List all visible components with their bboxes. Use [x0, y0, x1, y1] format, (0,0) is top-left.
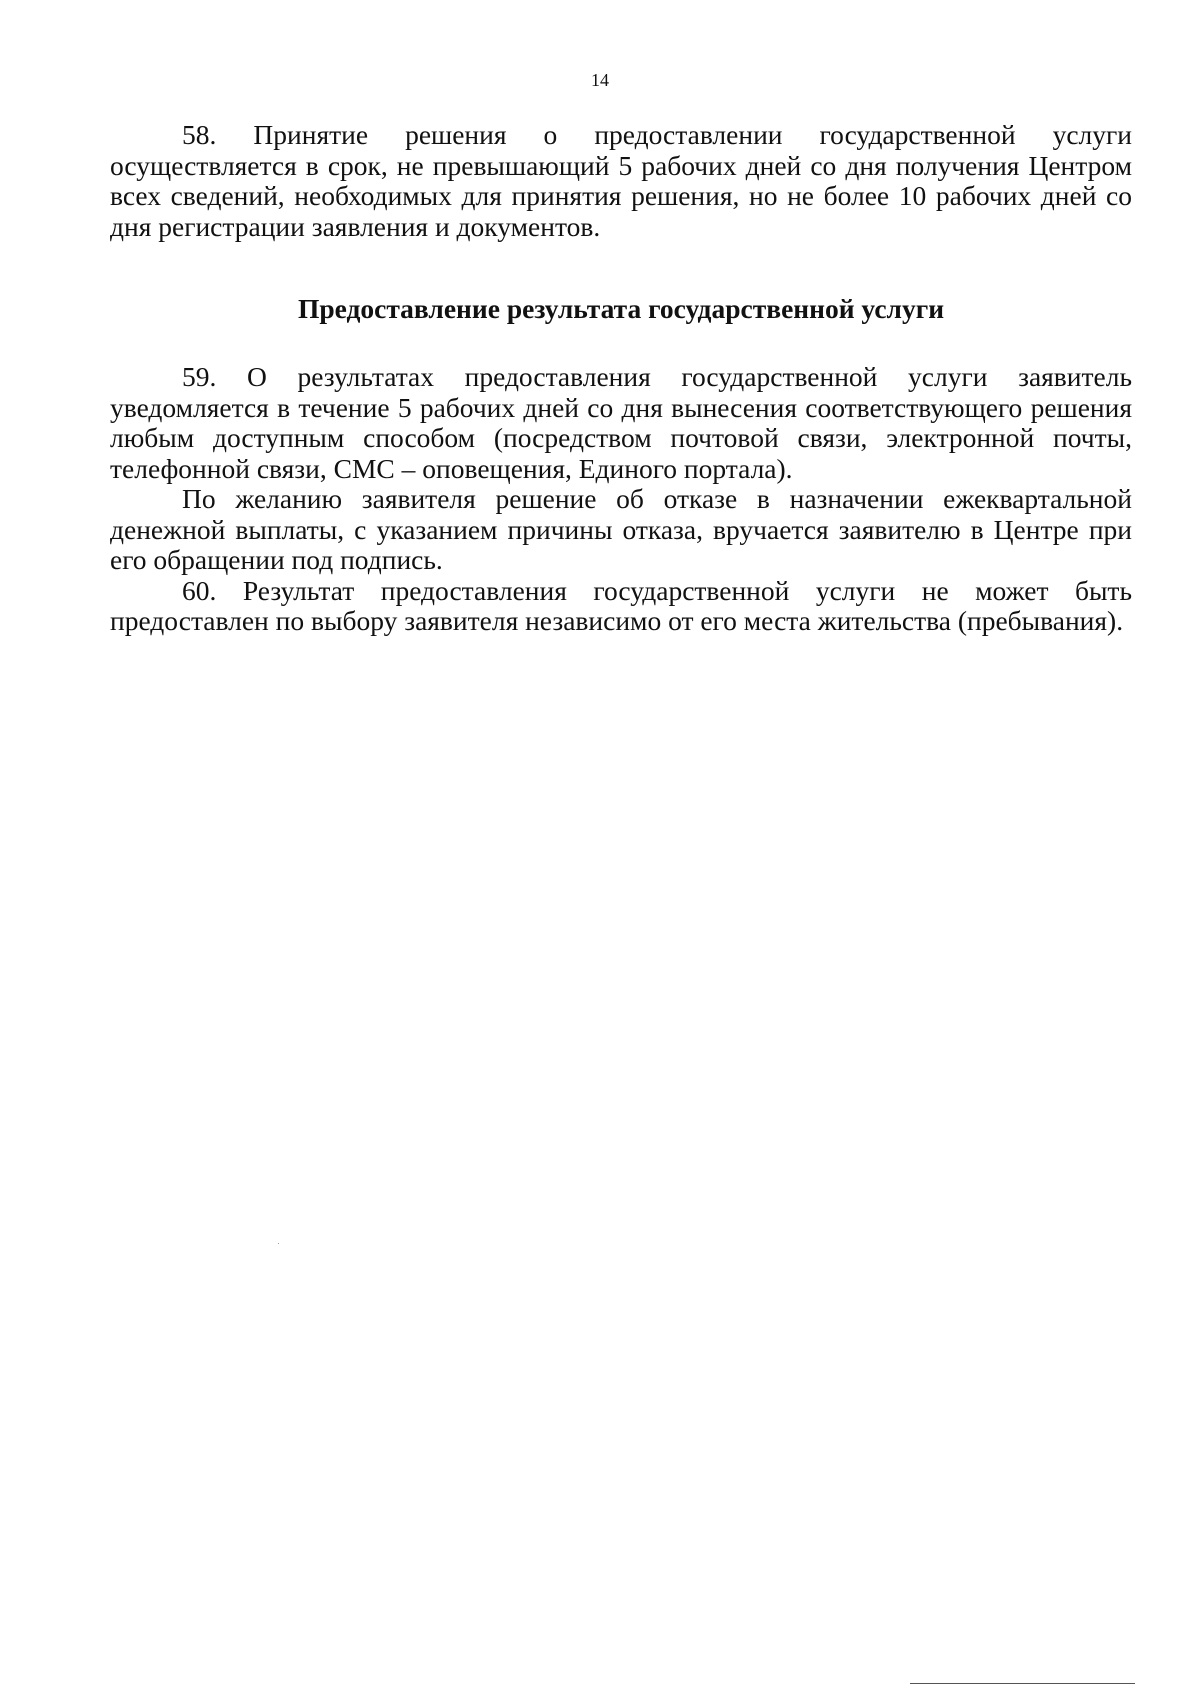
paragraph-58: 58. Принятие решения о предоставлении государственной услуги осуществляется в срок, не превышающий 5 рабочих дней со дня получения Центром всех сведений, необходимых для принятия решения, но не более 10 рабочих дней со дня регистрации заявления и документов. — [110, 119, 1132, 242]
section-heading: Предоставление результата государственной услуги — [297, 293, 945, 324]
paragraph-60: 60. Результат предоставления государственной услуги не может быть предоставлен по выбору заявителя независимо от его места жительства (пребывания). — [110, 574, 1132, 636]
paragraph-59-continuation: По желанию заявителя решение об отказе в назначении ежеквартальной денежной выплаты, с указанием причины отказа, вручается заявителю в Центре при его обращении под подпись. — [110, 483, 1132, 575]
document-body — [110, 120, 1132, 637]
page-number: 14 — [591, 70, 609, 90]
paragraph-59: 59. О результатах предоставления государственной услуги заявитель уведомляется в течение 5 рабочих дней со дня вынесения соответствующего решения любым доступным способом (посредством почтовой связи, электронной почты, телефонной связи, СМС – оповещения, Единого портала). — [110, 361, 1132, 484]
scan-artifact-dot — [278, 1243, 279, 1244]
bottom-rule — [910, 1683, 1135, 1684]
